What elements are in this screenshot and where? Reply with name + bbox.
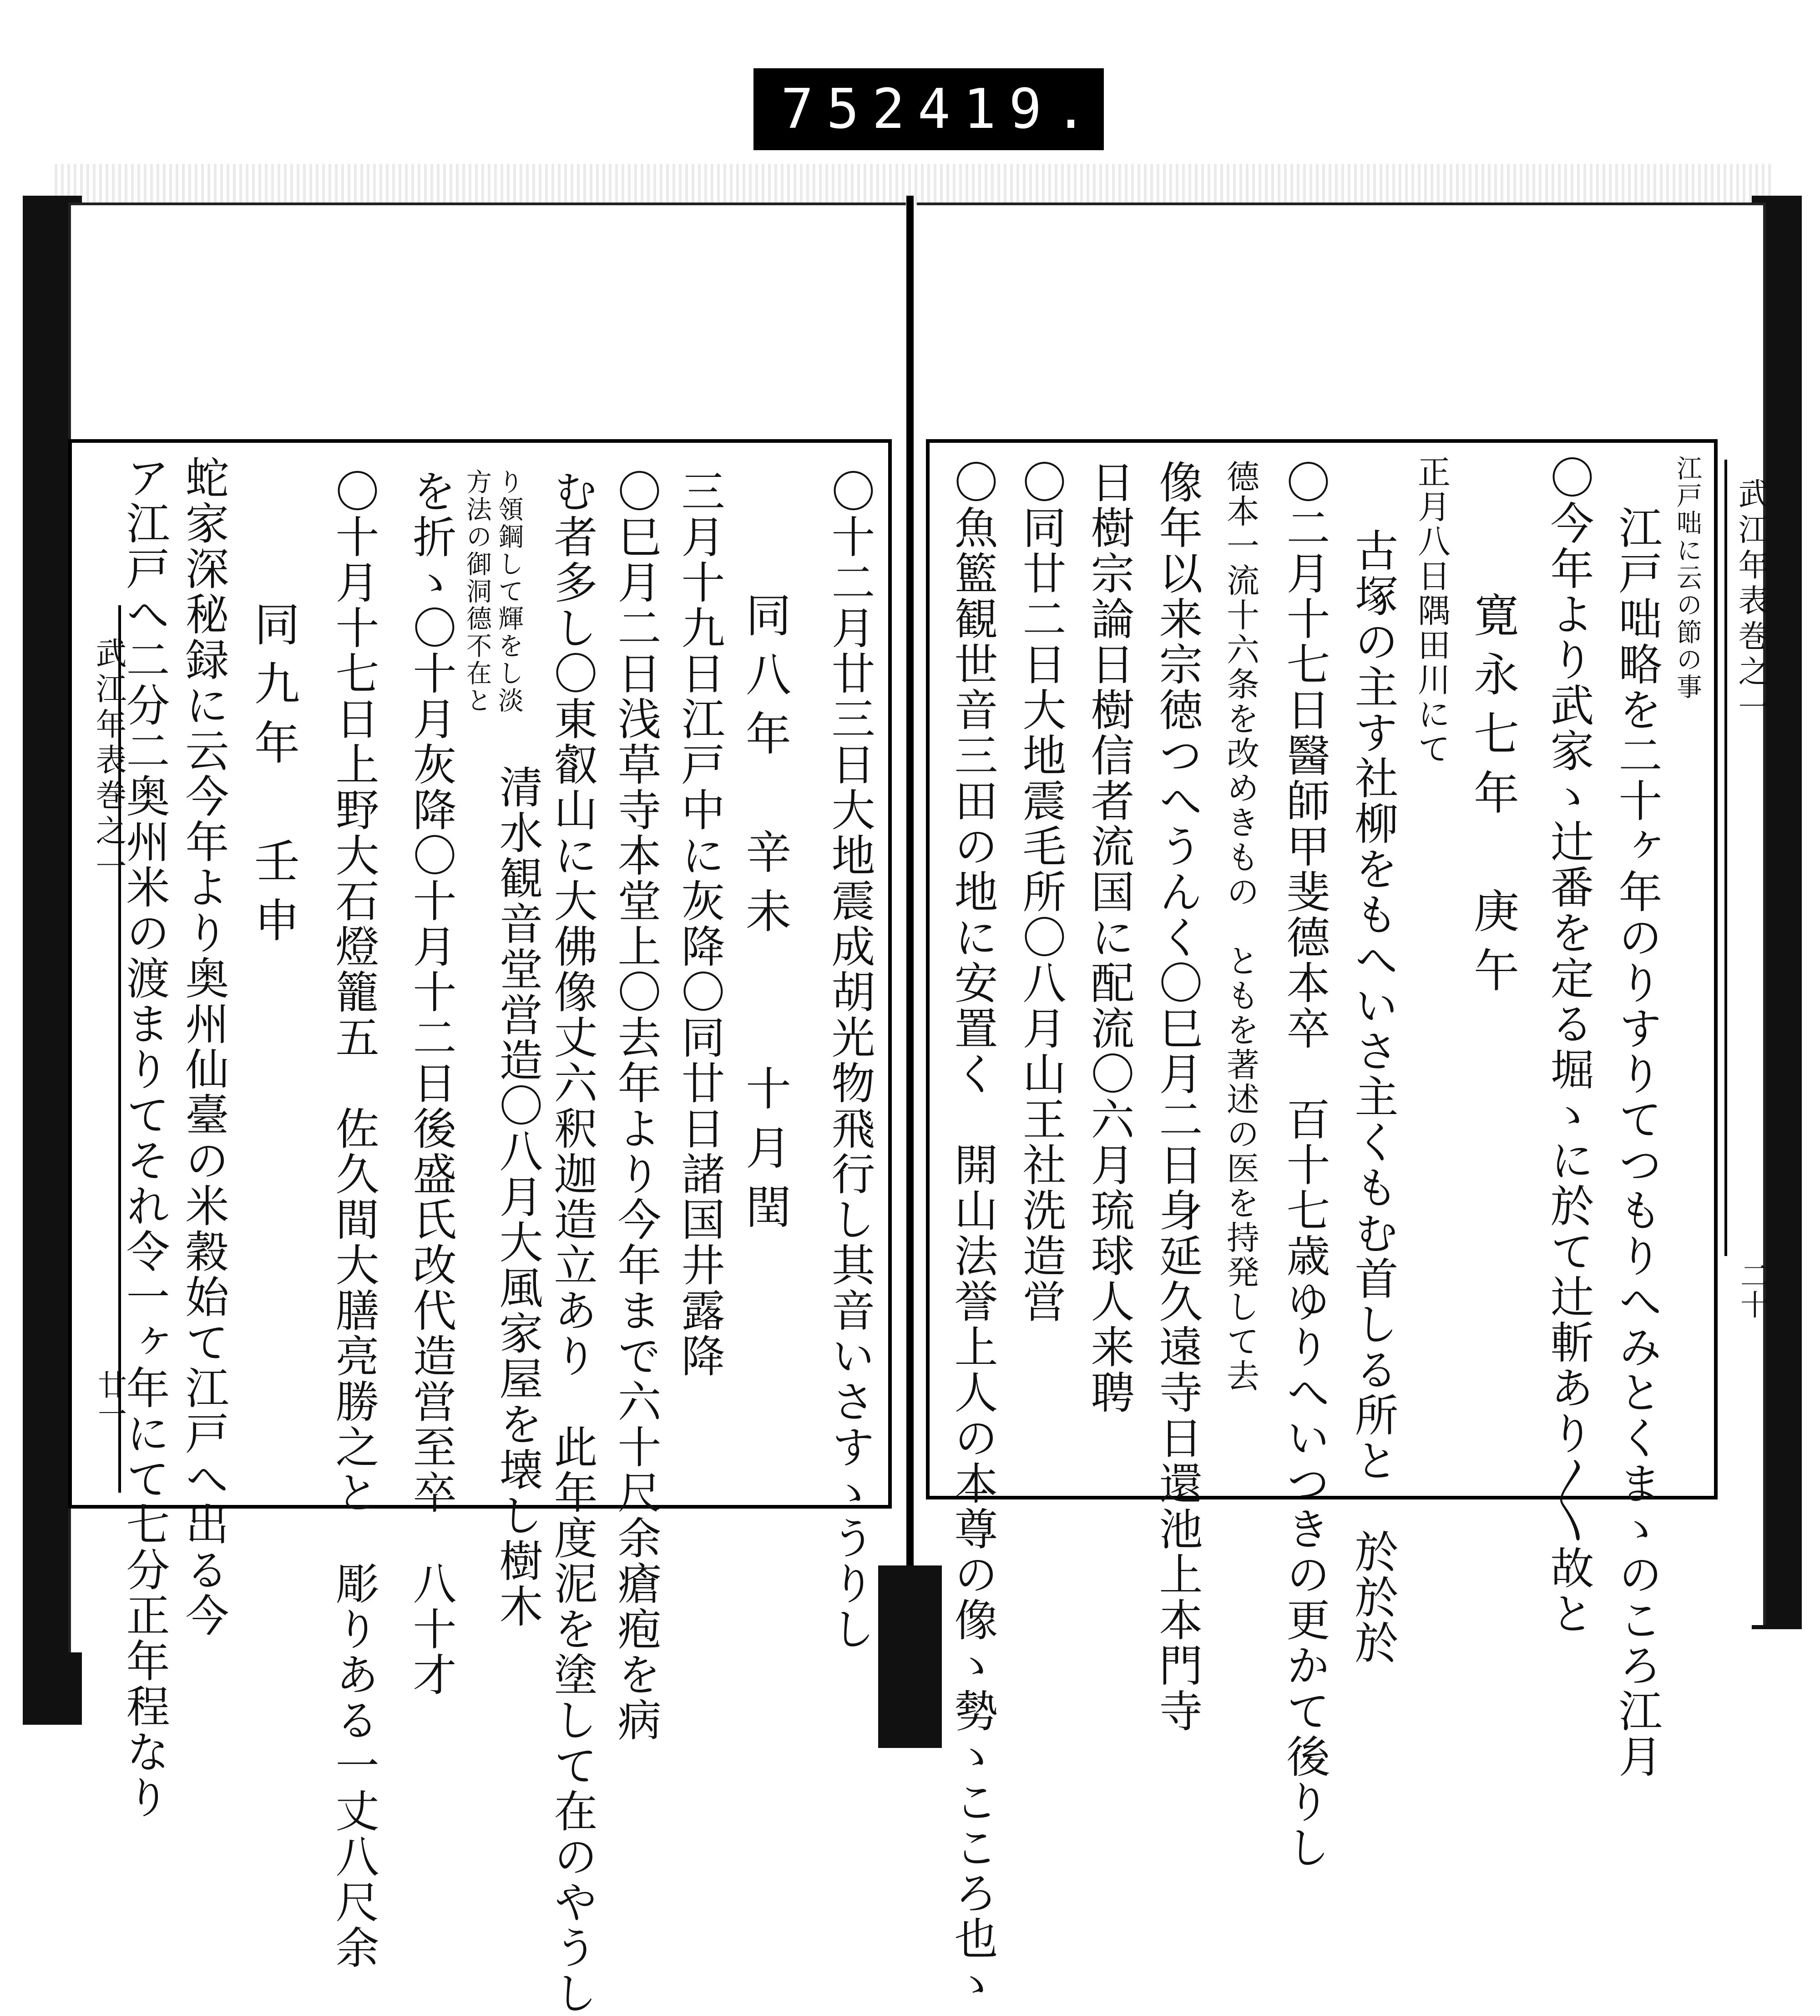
text-column: 古塚の主す社柳をもへいさ主くもむ首しる所と 於於於 [1348, 528, 1399, 1666]
year-heading: 寛永七年 庚午 [1466, 592, 1519, 1006]
text-column: ア江戸へ二分二奥州米の渡まりてそれ令一ヶ年にて七分正年程なり [119, 455, 170, 1820]
text-column: 清水観音堂営造〇八月大風家屋を壊し樹木 [492, 765, 543, 1629]
book-spine [906, 196, 914, 1748]
text-column: 〇同廿二日大地震毛所〇八月山王社洗造営 [1016, 460, 1067, 1324]
text-column: り領鋼して輝をし淡 [494, 469, 524, 714]
year-heading: 同九年 壬申 [247, 601, 300, 956]
film-reel-number: 752 [781, 77, 918, 141]
text-column: 方法の御洞德不在と [462, 469, 492, 714]
right-leaf-number: 二十 [1735, 1261, 1769, 1319]
text-column: 〇魚籃観世音三田の地に安置く 開山法誉上人の本尊の像ゝ勢ゝこころ也ゝ [947, 460, 998, 2007]
text-column: 日樹宗論日樹信者流国に配流〇六月琉球人来聘 [1084, 460, 1135, 1415]
film-frame-number: 419. [917, 77, 1100, 141]
text-column: を折ゝ〇十月灰降〇十月十二日後盛氏改代造営至卒 八十才 [406, 469, 457, 1697]
year-heading: 同八年 辛未 十月閏 [738, 592, 791, 1242]
text-column: 蛇家深秘録に云今年より奥州仙臺の米穀始て江戸へ出る今 [178, 455, 229, 1638]
text-column: 江戸咄に云の節の事 [1673, 455, 1702, 701]
text-column: 江戸咄略を二十ヶ年のりすりてつもりへみとくまゝのころ江月 [1612, 505, 1663, 1779]
text-column: 〇十二月廿三日大地震成胡光物飛行し其音いさすゝうりし [824, 469, 875, 1652]
spine-clamp [878, 1565, 942, 1748]
text-column: 正月八日隅田川にて [1412, 455, 1451, 766]
top-shadow [55, 164, 1774, 205]
text-column: 〇二月十七日醫師甲斐德本卒 百十七歳ゆりへいつきの更かて後りし [1279, 460, 1330, 1870]
text-column: む者多し〇東叡山に大佛像丈六釈迦造立あり 此年度泥を塗して在のやうし [547, 469, 598, 2016]
text-column: 德本一流十六条を改めきもの ともを著述の医を持発して去 [1221, 460, 1259, 1393]
text-column: 三月十九日江戸中に灰降〇同廿日諸国井露降 [674, 469, 725, 1379]
microfilm-label [753, 68, 1104, 150]
text-column: 〇十月十七日上野大石燈籠五 佐久間大膳亮勝之と 彫りある一丈八尺余 [329, 469, 379, 1970]
right-margin-title: 武江年表巻之一 [1733, 478, 1769, 726]
text-column: 〇今年より武家ゝ辻番を定る堀ゝに於て辻斬あり〳〵故と [1543, 455, 1594, 1636]
text-column: 像年以来宗徳つへうんく〇巳月二日身延久遠寺日還池上本門寺 [1152, 460, 1203, 1734]
left-leaf-number: 廿一 [93, 1370, 126, 1428]
text-column: 〇巳月二日浅草寺本堂上〇去年より今年まで六十尺余瘡疱を病 [611, 469, 662, 1743]
left-margin-title: 武江年表巻之一 [91, 637, 126, 886]
